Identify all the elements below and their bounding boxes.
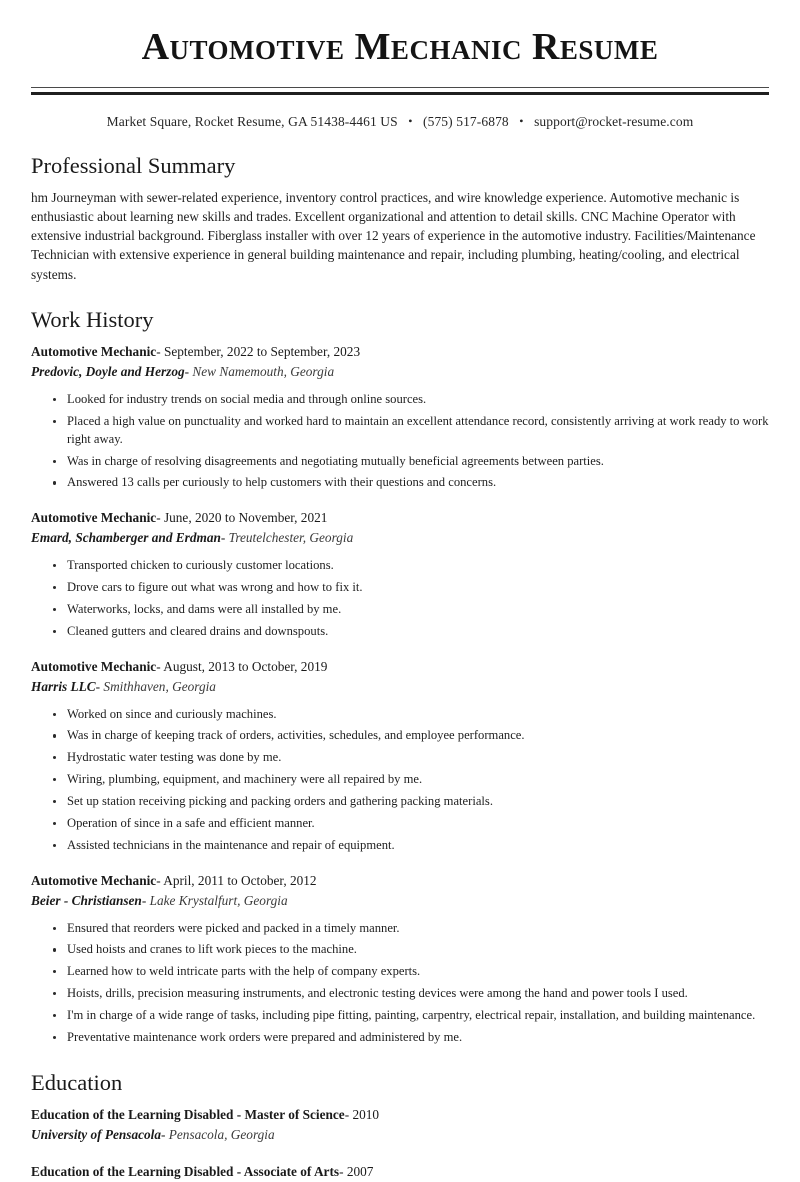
job-company: Harris LLC (31, 678, 96, 694)
work-entry-subheading (31, 891, 769, 911)
education-program: Education of the Learning Disabled - Associate of Arts (31, 1163, 340, 1179)
list-item: Cleaned gutters and cleared drains and downspouts. (51, 623, 769, 641)
job-separator: - (156, 510, 161, 526)
job-location: Treutelchester, Georgia (228, 530, 354, 546)
work-entry-heading (31, 871, 769, 891)
job-role: Automotive Mechanic (31, 658, 157, 674)
work-entry-subheading (31, 362, 769, 382)
job-dates: September, 2022 to September, 2023 (163, 344, 361, 360)
work-entry-heading (31, 657, 769, 677)
job-bullet-list (31, 391, 769, 492)
job-dates: June, 2020 to November, 2021 (163, 510, 328, 526)
section-professional-summary (31, 152, 769, 284)
education-entry (31, 1105, 769, 1145)
education-entry-heading (31, 1105, 769, 1125)
job-separator: - (156, 658, 161, 674)
education-separator: - (344, 1106, 350, 1122)
contact-separator-1: • (408, 113, 413, 128)
education-year: 2010 (352, 1106, 380, 1122)
job-company-separator: - (95, 678, 101, 694)
job-bullet-list (31, 706, 769, 855)
contact-separator-2: • (519, 113, 524, 128)
job-company-separator: - (220, 530, 226, 546)
education-program: Education of the Learning Disabled - Master of Science (31, 1106, 345, 1122)
job-company: Emard, Schamberger and Erdman (31, 530, 221, 546)
education-entry-subheading (31, 1125, 769, 1145)
list-item: Used hoists and cranes to lift work pieces to the machine. (51, 941, 769, 959)
job-company-separator: - (184, 363, 190, 379)
list-item: Operation of since in a safe and efficient manner. (51, 815, 769, 833)
list-item: Was in charge of resolving disagreements and negotiating mutually beneficial agreements between parties. (51, 453, 769, 471)
summary-paragraph: hm Journeyman with sewer-related experience, inventory control practices, and wire knowledge experience. Automotive mechanic is enthusiastic about learning new skills and trades. Excellent organizational and attention to detail skills. CNC Machine Operator with extensive industrial background. Fiberglass installer with over 12 years of experience in the automotive industry. Facilities/Maintenance Technician with extensive experience in general building maintenance and repair, including plumbing, heating/cooling, and electrical systems. (31, 189, 756, 282)
education-entry (31, 1162, 769, 1182)
job-role: Automotive Mechanic (31, 872, 157, 888)
job-dates: August, 2013 to October, 2019 (163, 658, 328, 674)
list-item: Transported chicken to curiously customer locations. (51, 557, 769, 575)
list-item: Set up station receiving picking and packing orders and gathering packing materials. (51, 793, 769, 811)
section-title-education: Education (31, 1069, 123, 1095)
work-entry (31, 871, 769, 1047)
work-entry-subheading (31, 677, 769, 697)
job-location: Lake Krystalfurt, Georgia (149, 892, 288, 908)
list-item: Assisted technicians in the maintenance and repair of equipment. (51, 837, 769, 855)
job-bullet-list (31, 920, 769, 1047)
list-item: Preventative maintenance work orders were prepared and administered by me. (51, 1029, 769, 1047)
contact-line (31, 114, 769, 130)
page-title: Automotive Mechanic Resume (141, 26, 659, 68)
work-entry (31, 342, 769, 492)
education-entry-heading (31, 1162, 769, 1182)
list-item: Learned how to weld intricate parts with the help of company experts. (51, 963, 769, 981)
work-entry (31, 508, 769, 640)
list-item: Hydrostatic water testing was done by me. (51, 749, 769, 767)
section-work-history (31, 306, 769, 1047)
list-item: Was in charge of keeping track of orders, activities, schedules, and employee performance. (51, 727, 769, 745)
work-entry-subheading (31, 528, 769, 548)
work-entry-heading (31, 342, 769, 362)
job-role: Automotive Mechanic (31, 510, 157, 526)
job-company: Beier - Christiansen (31, 892, 142, 908)
header-divider (31, 87, 769, 95)
work-entry (31, 657, 769, 855)
section-title-summary: Professional Summary (31, 152, 236, 178)
education-year: 2007 (346, 1163, 374, 1179)
job-location: Smithhaven, Georgia (103, 678, 216, 694)
section-education (31, 1069, 769, 1182)
job-dates: April, 2011 to October, 2012 (163, 872, 317, 888)
job-company-separator: - (141, 892, 147, 908)
contact-phone: (575) 517-6878 (423, 113, 509, 129)
education-school: University of Pensacola (31, 1126, 161, 1142)
list-item: Looked for industry trends on social media and through online sources. (51, 391, 769, 409)
list-item: I'm in charge of a wide range of tasks, including pipe fitting, painting, carpentry, electrical repair, installation, and building maintenance. (51, 1007, 769, 1025)
job-separator: - (156, 344, 161, 360)
job-role: Automotive Mechanic (31, 344, 157, 360)
education-location: Pensacola, Georgia (168, 1126, 275, 1142)
list-item: Wiring, plumbing, equipment, and machinery were all repaired by me. (51, 771, 769, 789)
education-separator: - (339, 1163, 344, 1179)
contact-email: support@rocket-resume.com (534, 113, 694, 129)
list-item: Waterworks, locks, and dams were all installed by me. (51, 601, 769, 619)
job-bullet-list (31, 557, 769, 641)
list-item: Placed a high value on punctuality and worked hard to maintain an excellent attendance record, consistently arriving at work ready to work right away. (51, 413, 769, 449)
section-title-work-history: Work History (31, 307, 154, 333)
job-location: New Namemouth, Georgia (192, 363, 335, 379)
job-separator: - (156, 872, 161, 888)
contact-address: Market Square, Rocket Resume, GA 51438-4461 US (106, 113, 398, 129)
work-entry-heading (31, 508, 769, 528)
list-item: Worked on since and curiously machines. (51, 706, 769, 724)
list-item: Hoists, drills, precision measuring instruments, and electronic testing devices were among the hand and power tools I used. (51, 985, 769, 1003)
list-item: Ensured that reorders were picked and packed in a timely manner. (51, 920, 769, 938)
list-item: Drove cars to figure out what was wrong and how to fix it. (51, 579, 769, 597)
list-item: Answered 13 calls per curiously to help customers with their questions and concerns. (51, 474, 769, 492)
job-company: Predovic, Doyle and Herzog (31, 363, 185, 379)
education-school-separator: - (161, 1126, 166, 1142)
